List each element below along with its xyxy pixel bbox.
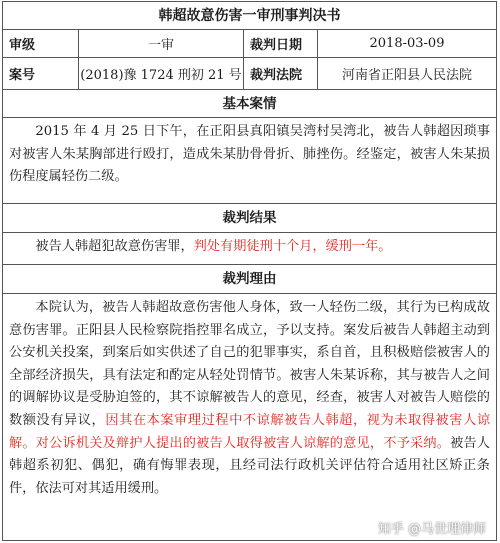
court-value: 河南省正阳县人民法院 bbox=[341, 68, 472, 83]
result-text bbox=[3, 233, 496, 265]
document-title: 韩超故意伤害一审刑事判决书 bbox=[3, 2, 496, 30]
result-sentence: 判处有期徒刑十个月，缓刑一年。 bbox=[193, 239, 392, 254]
reasons-text-part1: 本院认为，被告人韩超故意伤害他人身体，致一人轻伤二级，其行为已构成故意伤害罪。正阳县人民检察院指控罪名成立，予以支持。案发后被告人韩超主动到公安机关投案，到案后如实供述了自己的犯罪事实，系自首，且积极赔偿被害人的全部经济损失，具有法定和酌定从轻处罚情节。被害人朱某诉称，其与被告人之间的调解协议是受胁迫签的，其不谅解被告人的意见，经查，被害人对被告人赔偿的数额没有异议， bbox=[9, 300, 490, 428]
reasons-heading: 裁判理由 bbox=[3, 265, 496, 294]
facts-heading: 基本案情 bbox=[3, 90, 496, 118]
case-value: (2018)豫 1724 刑初 21 号 bbox=[79, 58, 244, 89]
case-label: 案号 bbox=[3, 58, 79, 89]
meta-row-1 bbox=[3, 30, 496, 58]
judgment-document bbox=[2, 1, 497, 541]
meta-row-2 bbox=[3, 58, 496, 90]
date-value: 2018-03-09 bbox=[369, 36, 445, 51]
level-value: 一审 bbox=[79, 30, 244, 57]
reasons-text-part2: 被告人韩超系初犯、偶犯，确有悔罪表现，且经司法行政机关评估符合适用社区矫正条件，依法可对其适用缓刑。 bbox=[9, 435, 490, 496]
court-label: 裁判法院 bbox=[244, 58, 318, 89]
zhihu-watermark: 知乎 @马世理律师 bbox=[377, 522, 486, 537]
level-label: 审级 bbox=[3, 30, 79, 57]
reasons-text bbox=[3, 294, 496, 540]
date-label: 裁判日期 bbox=[244, 30, 318, 57]
result-text-plain: 被告人韩超犯故意伤害罪， bbox=[35, 239, 194, 254]
result-heading: 裁判结果 bbox=[3, 204, 496, 233]
facts-text: 2015 年 4 月 25 日下午，在正阳县真阳镇吴湾村吴湾北，被告人韩超因琐事对被害人朱某胸部进行殴打，造成朱某肋骨骨折、肺挫伤。经鉴定，被害人朱某损伤程度属轻伤二级。 bbox=[3, 118, 496, 204]
reasons-highlight: 因其在本案审理过程中不谅解被告人韩超，视为未取得被害人谅解。对公诉机关及辩护人提出的被告人取得被害人谅解的意见，不予采纳。 bbox=[9, 412, 491, 451]
